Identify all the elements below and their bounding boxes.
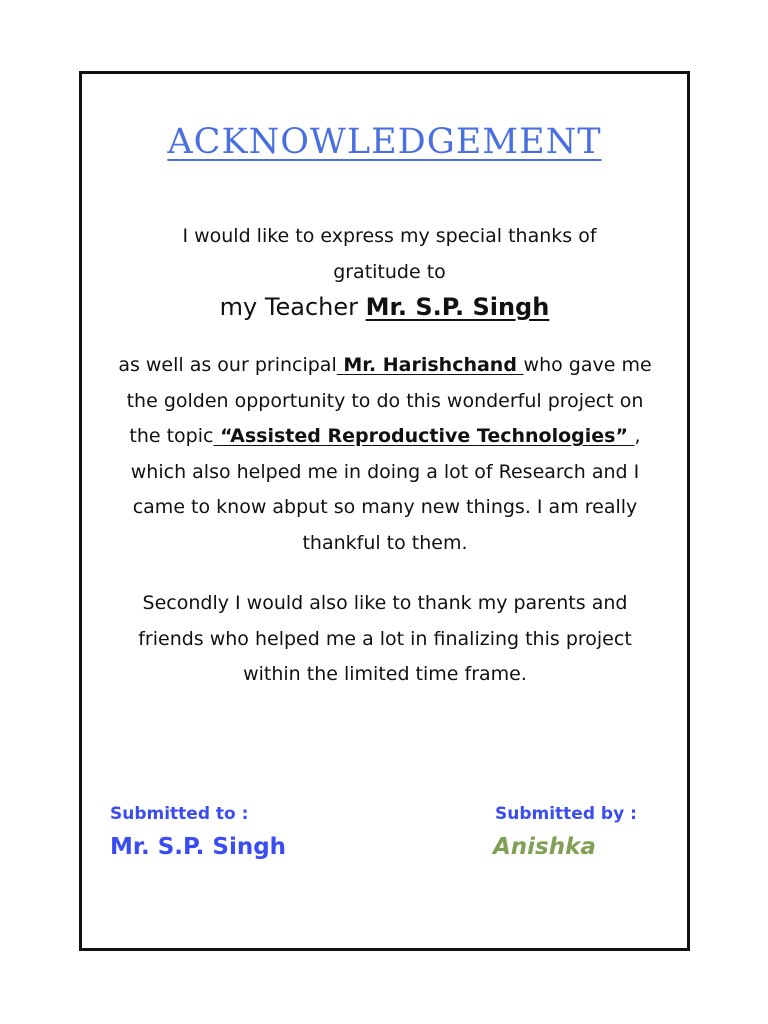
para-text-after-topic: , which also helped me in doing a lot of Research and I came to know abput so many new things. I am really thankful to them.	[130, 425, 641, 554]
intro-text: I would like to express my special thanks of gratitude to	[182, 225, 597, 283]
submitted-to-name: Mr. S.P. Singh	[110, 834, 287, 860]
page-title: ACKNOWLEDGEMENT	[167, 122, 602, 162]
para-text-after-principal: who gave me the golden opportunity to do this wonderful project on the topic	[126, 354, 652, 447]
submitted-by-name: Anishka	[493, 834, 596, 860]
teacher-line	[82, 293, 687, 321]
page-border-frame	[79, 71, 690, 951]
teacher-prefix: my Teacher	[219, 293, 366, 321]
principal-name: Mr. Harishchand	[336, 354, 524, 376]
parents-thanks-paragraph: Secondly I would also like to thank my parents and friends who helped me a lot in finalizing this project within the limited time frame.	[138, 592, 632, 685]
submitted-to-label: Submitted to :	[110, 804, 249, 824]
acknowledgement-paragraph	[110, 348, 660, 561]
submitted-by-label: Submitted by :	[495, 804, 637, 824]
teacher-name: Mr. S.P. Singh	[365, 293, 550, 321]
para-text-before-principal: as well as our principal	[118, 354, 337, 376]
project-topic: “Assisted Reproductive Technologies”	[213, 425, 635, 447]
